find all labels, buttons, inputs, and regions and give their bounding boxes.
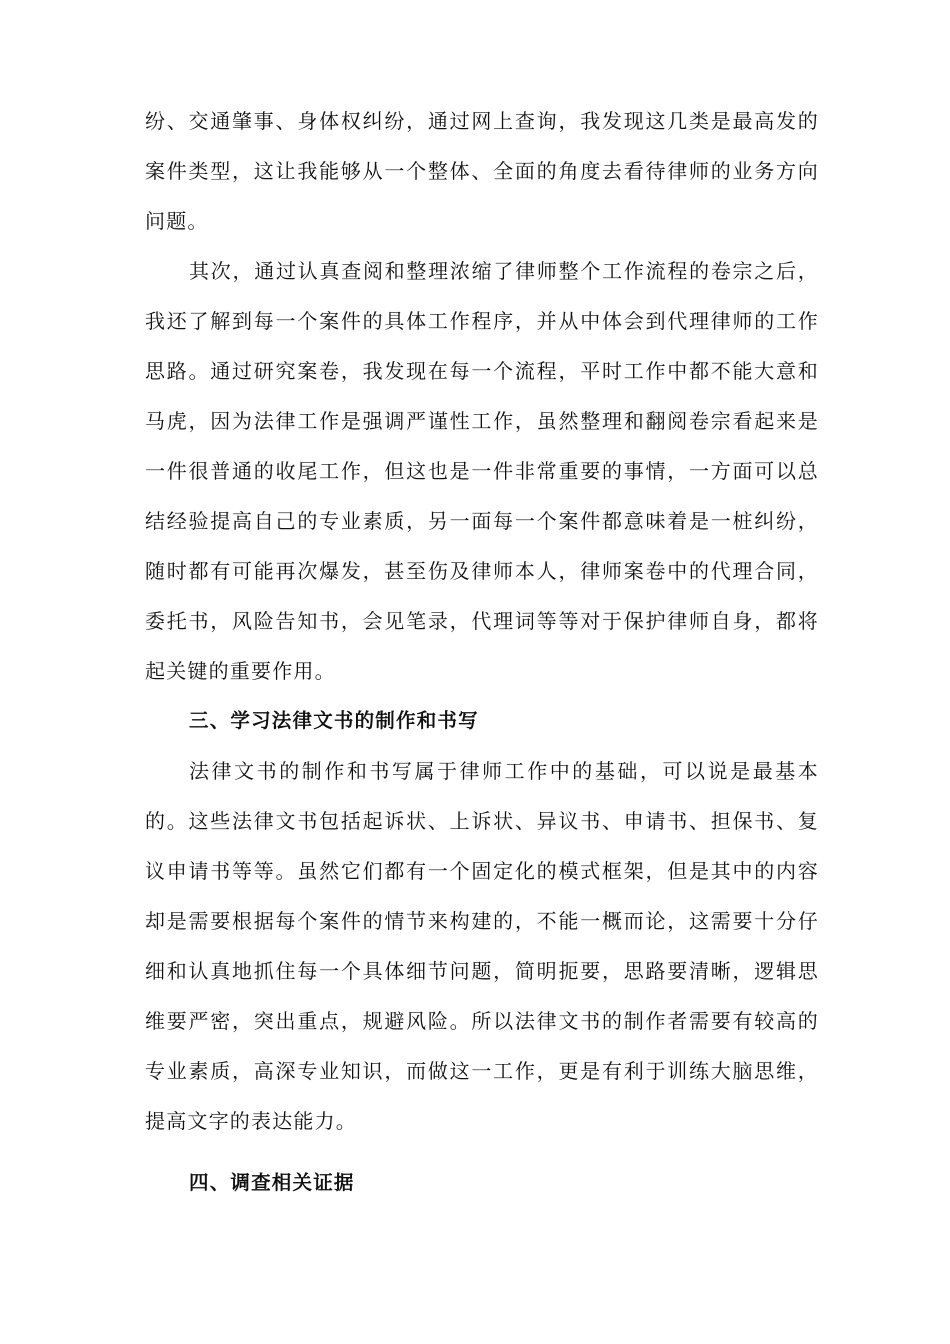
section-heading-evidence: 四、调查相关证据 [189, 1171, 355, 1194]
paragraph-legal-documents: 法律文书的制作和书写属于律师工作中的基础，可以说是最基本的。这些法律文书包括起诉状、上诉状、异议书、申请书、担保书、复议申请书等等。虽然它们都有一个固定化的模式框架，但是其中的内容却是需要根据每个案件的情节来构建的，不能一概而论，这需要十分仔细和认真地抓住每一个具体细节问题，简明扼要，思路要清晰，逻辑思维要严密，突出重点，规避风险。所以法律文书的制作者需要有较高的专业素质，高深专业知识，而做这一工作，更是有利于训练大脑思维，提高文字的表达能力。 [145, 759, 819, 1133]
paragraph-case-types: 纷、交通肇事、身体权纠纷，通过网上查询，我发现这几类是最高发的案件类型，这让我能够从一个整体、全面的角度去看待律师的业务方向问题。 [145, 109, 819, 233]
paragraph-case-files: 其次，通过认真查阅和整理浓缩了律师整个工作流程的卷宗之后，我还了解到每一个案件的具体工作程序，并从中体会到代理律师的工作思路。通过研究案卷，我发现在每一个流程，平时工作中都不能大意和马虎，因为法律工作是强调严谨性工作，虽然整理和翻阅卷宗看起来是一件很普通的收尾工作，但这也是一件非常重要的事情，一方面可以总结经验提高自己的专业素质，另一面每一个案件都意味着是一桩纠纷，随时都有可能再次爆发，甚至伤及律师本人，律师案卷中的代理合同，委托书，风险告知书，会见笔录，代理词等等对于保护律师自身，都将起关键的重要作用。 [145, 259, 819, 683]
document-page [145, 96, 819, 1208]
section-heading-legal-documents: 三、学习法律文书的制作和书写 [189, 709, 479, 732]
